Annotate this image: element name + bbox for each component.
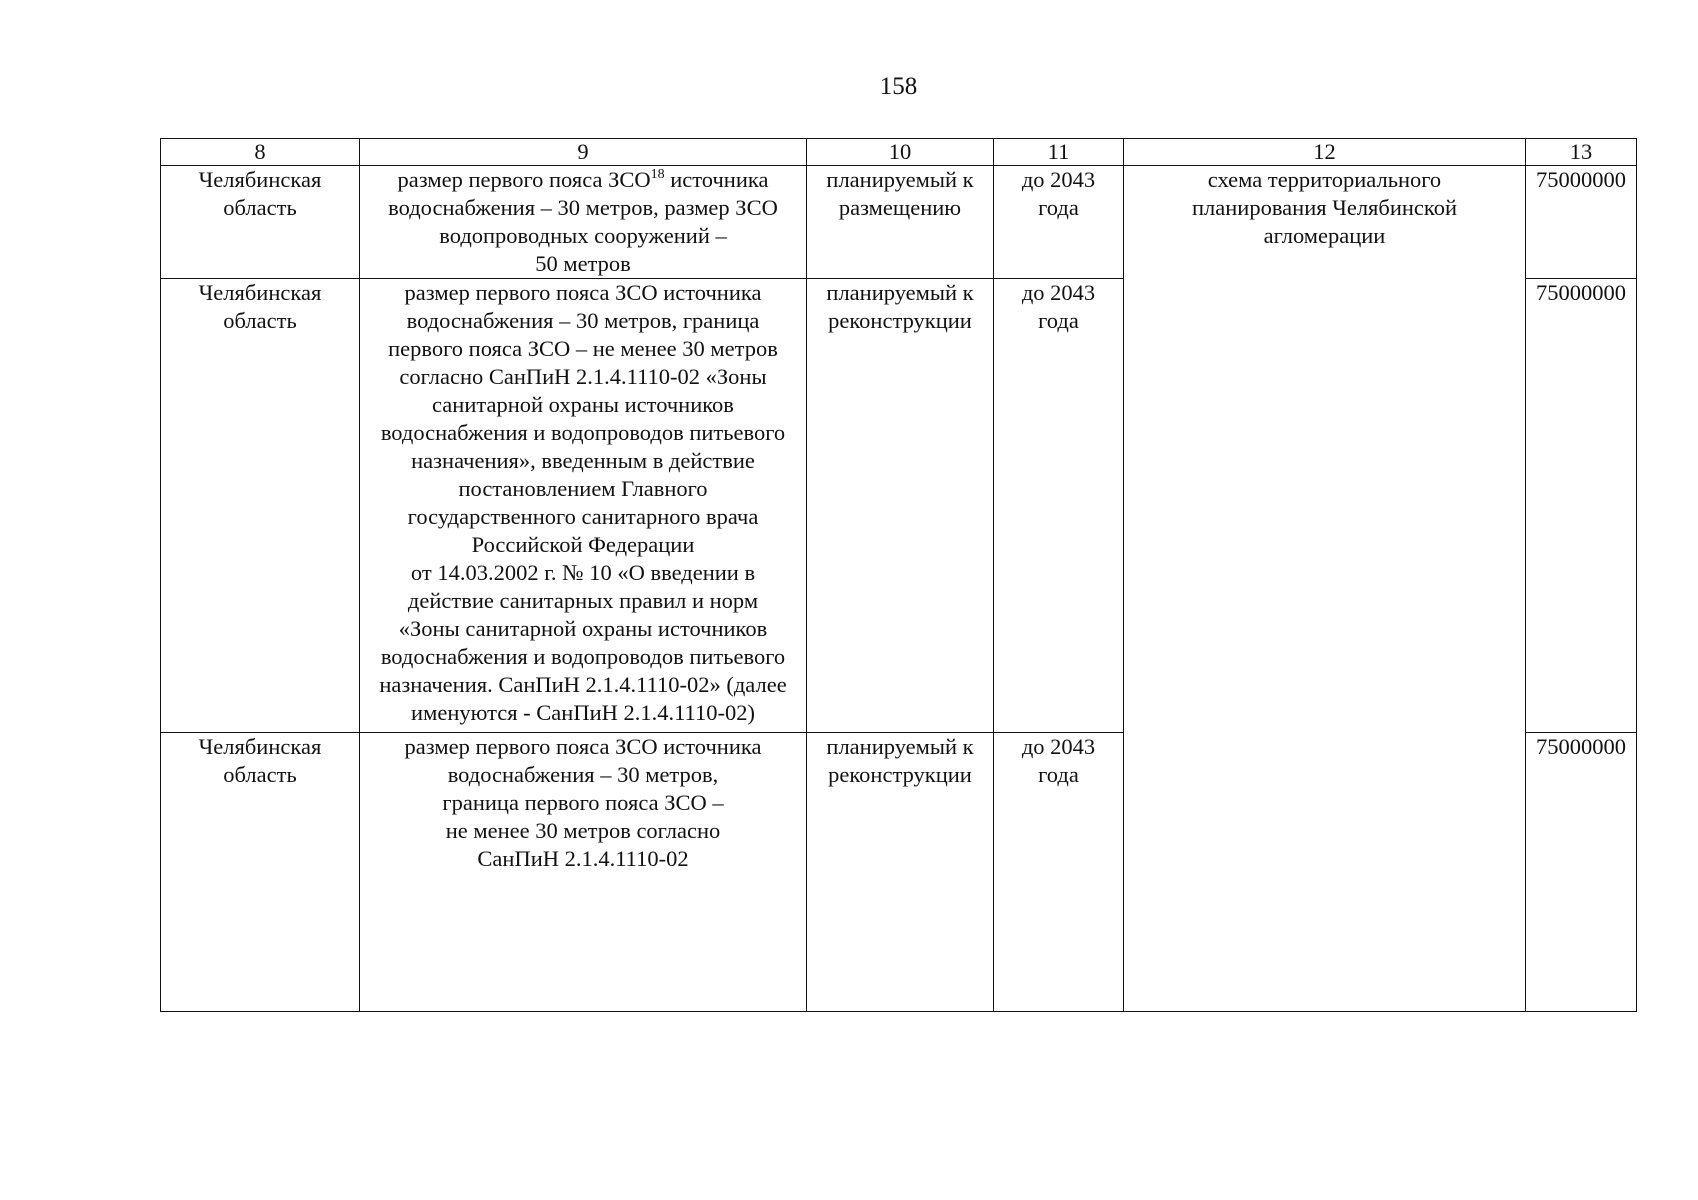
region-text: Челябинская область (198, 280, 322, 333)
amount-text: 75000000 (1536, 734, 1626, 759)
column-header-12: 12 (1124, 139, 1526, 166)
description-text: размер первого пояса ЗСО источника водоснабжения – 30 метров, граница первого пояса ЗСО – не менее 30 метров согласно СанПиН 2.1.4.1110-02 (404, 734, 762, 871)
region-text: Челябинская область (198, 167, 322, 220)
description-text: размер первого пояса ЗСО источника водоснабжения – 30 метров, граница первого пояса ЗСО – не менее 30 метров согласно СанПиН 2.1.4.1110-02 «Зоны санитарной охраны источников водоснабжения и водопроводов питьевого назначения», введенным в действие постановлением Главного государственного санитарного врача Российской Федерации от 14.03.2002 г. № 10 «О введении в действие санитарных правил и норм «Зоны санитарной охраны источников водоснабжения и водопроводов питьевого назначения. СанПиН 2.1.4.1110-02» (далее именуются - СанПиН 2.1.4.1110-02) (379, 280, 787, 725)
table-row (161, 166, 1637, 279)
column-header-8: 8 (161, 139, 360, 166)
status-cell (807, 166, 994, 279)
amount-cell (1526, 166, 1637, 279)
document-table (160, 138, 1637, 1012)
deadline-text: до 2043 года (1021, 167, 1096, 220)
amount-cell (1526, 733, 1637, 1012)
amount-text: 75000000 (1536, 280, 1626, 305)
deadline-cell (994, 733, 1124, 1012)
description-text-start: размер первого пояса ЗСО (397, 167, 651, 192)
description-text-end: источника водоснабжения – 30 метров, размер ЗСО водопроводных сооружений – 50 метров (388, 167, 778, 276)
deadline-text: до 2043 года (1021, 734, 1096, 787)
document-basis-cell (1124, 166, 1526, 1012)
status-text: планируемый к размещению (826, 167, 974, 220)
column-header-13: 13 (1526, 139, 1637, 166)
deadline-text: до 2043 года (1021, 280, 1096, 333)
column-header-10: 10 (807, 139, 994, 166)
status-text: планируемый к реконструкции (826, 280, 974, 333)
description-cell (360, 279, 807, 733)
table-body (161, 166, 1637, 1012)
page-number: 158 (879, 73, 918, 100)
status-cell (807, 279, 994, 733)
document-basis-text: схема территориального планирования Челябинской агломерации (1192, 167, 1457, 248)
region-cell (161, 166, 360, 279)
region-text: Челябинская область (198, 734, 322, 787)
column-header-11: 11 (994, 139, 1124, 166)
deadline-cell (994, 279, 1124, 733)
column-header-9: 9 (360, 139, 807, 166)
region-cell (161, 733, 360, 1012)
description-cell (360, 166, 807, 279)
status-cell (807, 733, 994, 1012)
amount-text: 75000000 (1536, 167, 1626, 192)
description-cell (360, 733, 807, 1012)
status-text: планируемый к реконструкции (826, 734, 974, 787)
deadline-cell (994, 166, 1124, 279)
table-header (161, 139, 1637, 166)
footnote-reference: 18 (650, 167, 665, 182)
region-cell (161, 279, 360, 733)
description-text (388, 167, 778, 276)
header-row (161, 139, 1637, 166)
amount-cell (1526, 279, 1637, 733)
